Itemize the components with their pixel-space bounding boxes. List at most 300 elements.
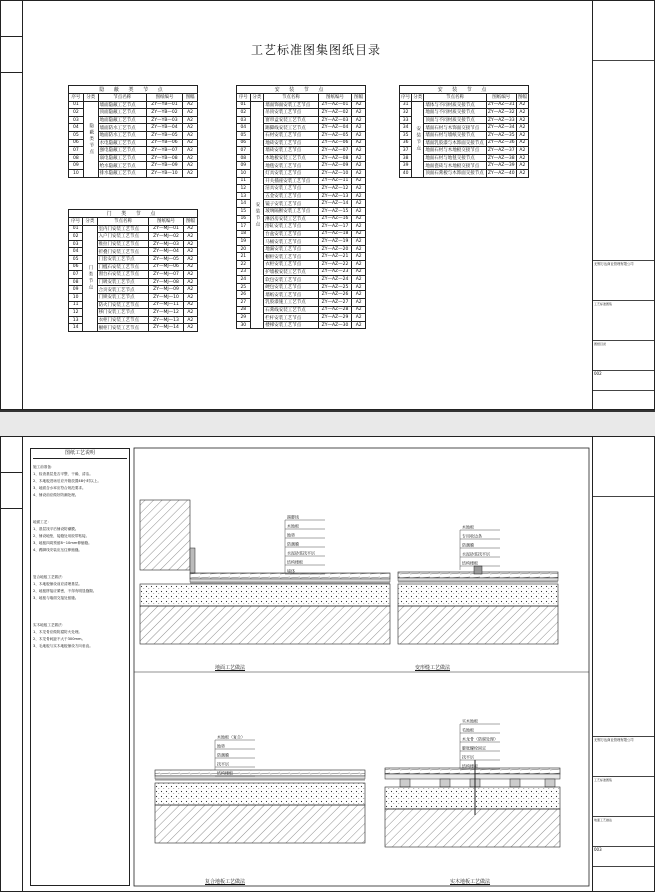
node-name: 浴缸安装工艺节点: [264, 223, 318, 231]
column-header: 图纸编号: [146, 94, 182, 102]
drawing-number: ZY—AZ—08: [318, 154, 352, 162]
sheet-name: 图纸目录: [593, 341, 654, 371]
drawing-number: ZY—YB—09: [146, 162, 182, 170]
column-header: 序号: [69, 218, 83, 226]
node-name: 衣柜安装工艺节点: [264, 261, 318, 269]
node-name: 防火门安装工艺节点: [97, 301, 149, 309]
column-header: 图幅: [183, 218, 197, 226]
node-name: 窗帘盒安装工艺节点: [264, 116, 318, 124]
row-number: 40: [400, 169, 412, 177]
row-number: 34: [400, 124, 412, 132]
node-name: 地毯安装工艺节点: [264, 162, 318, 170]
drawing-number: ZY—AZ—38: [487, 155, 515, 161]
drawing-number: ZY—MJ—12: [149, 309, 183, 317]
callout-label: 找平层: [217, 761, 229, 767]
drawing-number: ZY—MJ—05: [149, 255, 183, 263]
sheet-size: A2: [352, 276, 366, 284]
row-number: 14: [69, 324, 83, 332]
sheet-size: A2: [352, 109, 366, 117]
sheet-size: A2: [352, 200, 366, 208]
node-name: 地面防水工艺节点: [98, 131, 146, 139]
node-name: 吊顶安装工艺节点: [264, 109, 318, 117]
row-number: 32: [400, 109, 412, 117]
sheet-size: A2: [183, 131, 198, 139]
drawing-number: ZY—AZ—14: [318, 200, 352, 208]
sheet-size: A2: [352, 291, 366, 299]
column-header: 节点名称: [98, 94, 146, 102]
company-name: 无锡万达商业管理有限公司: [593, 261, 654, 301]
drawing-number: ZY—AZ—11: [318, 177, 352, 185]
drawing-number: ZY—YB—05: [146, 131, 182, 139]
row-number: 05: [237, 131, 251, 139]
detail-b-underlay: [398, 578, 558, 581]
node-name: 地面石材与地毯交接节点: [424, 154, 486, 162]
column-header: 图纸编号: [318, 94, 352, 102]
timber-joist: [510, 779, 520, 787]
drawing-number: ZY—AZ—01: [318, 101, 352, 109]
node-name: 石膏线安装工艺节点: [264, 306, 318, 314]
callout-label: 木地板: [287, 523, 299, 529]
callout-label: 防潮膜: [217, 752, 229, 758]
detail-a-underlay: [190, 579, 390, 582]
drawing-number: ZY—AZ—09: [318, 162, 352, 170]
row-number: 14: [237, 200, 251, 208]
drawing-number: ZY—MJ—09: [149, 286, 183, 294]
sheet-size: A2: [183, 324, 197, 332]
callout-label: 专用收边条: [462, 533, 482, 539]
sheet-size: A2: [183, 124, 198, 132]
company-name: 无锡万达商业管理有限公司: [593, 737, 654, 777]
node-name: 给水隐蔽工艺节点: [98, 162, 146, 170]
drawing-number: ZY—AZ—29: [318, 314, 352, 322]
node-name: 门吸安装工艺节点: [97, 278, 149, 286]
drawing-number: ZY—AZ—10: [318, 169, 352, 177]
callout-label: 结构楼板: [462, 560, 478, 566]
node-name: 折叠门安装工艺节点: [97, 248, 149, 256]
sheet-size: A2: [183, 116, 198, 124]
row-number: 02: [237, 109, 251, 117]
row-number: 08: [237, 154, 251, 162]
sheet-size: A2: [352, 283, 366, 291]
sheet-size: A2: [516, 131, 528, 139]
drawing-number: ZY—AZ—07: [318, 147, 352, 155]
drawing-number: ZY—AZ—32: [487, 109, 515, 115]
node-name: 楼梯安装工艺节点: [264, 321, 318, 329]
node-name: 墙纸安装工艺节点: [264, 291, 318, 299]
row-number: 09: [237, 162, 251, 170]
callout-label: 墙体: [287, 568, 295, 574]
row-number: 37: [400, 147, 412, 155]
note-line: 1、基层找平后铺设防潮膜。: [33, 527, 79, 531]
detail-a-slab: [140, 606, 390, 644]
row-number: 08: [69, 154, 84, 162]
sheet-size: A2: [183, 316, 197, 324]
row-number: 04: [69, 248, 83, 256]
sheet-size: A2: [183, 301, 197, 309]
drawing-number: ZY—MJ—07: [149, 271, 183, 279]
row-number: 05: [69, 131, 84, 139]
note-heading: 施工前准备：: [33, 465, 55, 469]
node-name: 衣柜门安装工艺节点: [97, 316, 149, 324]
sheet-size: A2: [352, 177, 366, 185]
sheet-size: A2: [516, 101, 528, 109]
row-number: 18: [237, 230, 251, 238]
drawing-number: ZY—AZ—05: [318, 131, 352, 139]
drawing-number: ZY—AZ—30: [318, 321, 352, 329]
note-line: 2、木地板进场后应开箱放置48小时以上。: [33, 479, 101, 483]
row-number: 36: [400, 139, 412, 147]
node-name: 顶面隐蔽工艺节点: [98, 109, 146, 117]
node-name: 软包安装工艺节点: [264, 276, 318, 284]
drawing-number: ZY—AZ—17: [318, 223, 352, 231]
node-name: 水电隐蔽工艺节点: [98, 139, 146, 147]
drawing-number: ZY—AZ—15: [318, 207, 352, 215]
drawing-number: ZY—AZ—04: [318, 124, 352, 132]
note-line: 2、铺设地垫，接缝处用胶带粘接。: [33, 534, 90, 538]
row-number: 11: [237, 177, 251, 185]
sheet-size: A2: [516, 169, 528, 177]
sheet-size: A2: [183, 286, 197, 294]
drawing-number: ZY—YB—01: [146, 101, 182, 109]
table-caption: 安 装 节 点: [236, 85, 366, 93]
sheet-size: A2: [352, 207, 366, 215]
column-header: 分类: [413, 95, 423, 101]
row-number: 33: [400, 116, 412, 124]
sheet-size: A2: [516, 116, 528, 124]
page-title: 工艺标准图集图纸目录: [251, 43, 382, 57]
column-header: 序号: [401, 95, 411, 101]
sheet-size: A2: [352, 223, 366, 231]
detail-c-screed: [155, 783, 365, 805]
sheet-size: A2: [183, 240, 197, 248]
drawing-number: ZY—YB—07: [146, 147, 182, 155]
drawing-number: ZY—AZ—16: [318, 215, 352, 223]
node-name: 墙面石材与木饰面交接节点: [424, 124, 486, 132]
node-name: 顶面石膏板与木饰面交接节点: [424, 169, 486, 177]
node-name: 玻璃隔断安装工艺节点: [264, 207, 318, 215]
table-caption: 门 类 节 点: [68, 209, 198, 217]
node-name: 地砖安装工艺节点: [264, 139, 318, 147]
node-name: 马桶安装工艺节点: [264, 238, 318, 246]
row-number: 28: [237, 306, 251, 314]
row-number: 31: [400, 101, 412, 109]
node-name: 镜子安装工艺节点: [264, 200, 318, 208]
sheet-size: A2: [183, 293, 197, 301]
project-name: 工艺标准图集: [593, 777, 654, 817]
note-heading: 地面工艺：: [33, 520, 51, 524]
detail-d-screed: [385, 787, 560, 809]
node-name: 推拉门安装工艺节点: [97, 240, 149, 248]
note-line: 4、铺设前应做好防潮处理。: [33, 493, 79, 497]
sheet-size: A2: [183, 233, 197, 241]
row-number: 13: [69, 316, 83, 324]
detail-b-slab: [398, 606, 558, 644]
node-name: 墙面乳胶漆与木饰面交接节点: [424, 139, 486, 147]
drawing-number: ZY—MJ—11: [149, 301, 183, 309]
sheet-size: A2: [352, 314, 366, 322]
callout-label: 水泥砂浆找平层: [287, 550, 315, 556]
drawing-number: ZY—MJ—13: [149, 316, 183, 324]
row-number: 23: [237, 268, 251, 276]
table-caption: 安 装 节 点: [399, 85, 529, 93]
sheet-size: A2: [183, 271, 197, 279]
row-number: 26: [237, 291, 251, 299]
row-number: 12: [69, 309, 83, 317]
sheet-size: A2: [352, 185, 366, 193]
drawing-number: ZY—MJ—06: [149, 263, 183, 271]
detail-d-slab: [385, 809, 560, 847]
callout-label: 找平层: [462, 754, 474, 760]
sheet-size: A2: [183, 255, 197, 263]
sheet-size: A2: [352, 124, 366, 132]
drawing-number: ZY—AZ—35: [487, 132, 515, 138]
note-line: 3、地板与墙面交接处留缝。: [33, 596, 79, 600]
drawing-number: ZY—AZ—34: [487, 125, 515, 131]
sheet-size: A2: [516, 154, 528, 162]
drawing-number: ZY—YB—10: [146, 169, 182, 177]
callout-label: 结构楼板: [217, 770, 233, 776]
sheet-size: A2: [352, 245, 366, 253]
node-name: 橱柜门安装工艺节点: [97, 324, 149, 332]
node-name: 石材安装工艺节点: [264, 131, 318, 139]
row-number: 30: [237, 321, 251, 329]
row-number: 10: [237, 169, 251, 177]
callout-label: 结构楼板: [287, 559, 303, 565]
detail-a-screed: [140, 584, 390, 606]
node-name: 墙砖安装工艺节点: [264, 147, 318, 155]
sheet-size: A2: [352, 116, 366, 124]
drawing-number: ZY—MJ—14: [149, 324, 183, 332]
row-number: 08: [69, 278, 83, 286]
row-number: 11: [69, 301, 83, 309]
column-header: 分类: [250, 94, 264, 102]
row-number: 22: [237, 261, 251, 269]
detail-label-expansion: 变形缝工艺做法: [415, 665, 451, 671]
drawing-number: ZY—AZ—40: [487, 170, 515, 176]
node-name: 地面与不同材质交接节点: [424, 109, 486, 117]
sheet-size: A2: [352, 169, 366, 177]
row-number: 25: [237, 283, 251, 291]
column-header: 序号: [237, 94, 251, 102]
sheet-size: A2: [516, 109, 528, 117]
sheet-size: A2: [352, 147, 366, 155]
drawing-number: ZY—AZ—39: [487, 163, 515, 169]
node-name: 门锁安装工艺节点: [97, 293, 149, 301]
callout-label: 水泥砂浆找平层: [462, 551, 490, 557]
sheet-size: A2: [183, 139, 198, 147]
note-line: 1、木龙骨应做防腐防火处理。: [33, 630, 83, 634]
drawing-number: ZY—AZ—26: [318, 291, 352, 299]
node-name: 乳胶漆施工工艺节点: [264, 299, 318, 307]
timber-joist: [545, 779, 555, 787]
sheet-size: A2: [183, 147, 198, 155]
node-name: 移门安装工艺节点: [97, 309, 149, 317]
sheet-size: A2: [352, 101, 366, 109]
row-number: 03: [69, 116, 84, 124]
row-number: 05: [69, 255, 83, 263]
node-name: 墙体与不同材质交接节点: [424, 101, 486, 109]
sheet-size: A2: [352, 261, 366, 269]
drawing-number: ZY—MJ—03: [149, 240, 183, 248]
column-header: 图幅: [517, 95, 527, 101]
sheet-size: A2: [516, 139, 528, 147]
sheet-size: A2: [352, 306, 366, 314]
row-number: 07: [69, 147, 84, 155]
row-number: 19: [237, 238, 251, 246]
row-number: 13: [237, 192, 251, 200]
detail-label-floor: 地面工艺做法: [215, 665, 246, 671]
node-name: 护墙板安装工艺节点: [264, 268, 318, 276]
subfloor: [385, 774, 560, 779]
sheet-size: A2: [183, 263, 197, 271]
node-name: 门槛石安装工艺节点: [97, 263, 149, 271]
project-name: 工艺标准图集: [593, 301, 654, 341]
drawing-number: ZY—AZ—19: [318, 238, 352, 246]
sheet-size: A2: [183, 162, 198, 170]
note-line: 2、地板拼接应紧密，不得有明显缝隙。: [33, 589, 97, 593]
node-name: 墙面隐蔽工艺节点: [98, 101, 146, 109]
sheet-name: 地面工艺做法: [593, 817, 654, 847]
drawing-number: ZY—YB—06: [146, 139, 182, 147]
row-number: 01: [69, 101, 84, 109]
node-name: 弱电隐蔽工艺节点: [98, 154, 146, 162]
callout-label: 木地板（复合）: [217, 734, 245, 740]
row-number: 10: [69, 169, 84, 177]
node-name: 门套安装工艺节点: [97, 255, 149, 263]
sheet-size: A2: [352, 238, 366, 246]
skirting-board: [190, 548, 195, 573]
column-header: 节点名称: [424, 94, 486, 102]
drawing-number: ZY—AZ—22: [318, 261, 352, 269]
notes-title: 图纸工艺说明: [33, 451, 127, 459]
drawing-number: ZY—AZ—03: [318, 116, 352, 124]
row-number: 38: [400, 154, 412, 162]
callout-label: 结构楼板: [462, 763, 478, 769]
sheet-size: A2: [516, 147, 528, 155]
drawing-number: ZY—AZ—06: [318, 139, 352, 147]
row-number: 01: [237, 101, 251, 109]
node-name: 栏杆安装工艺节点: [264, 314, 318, 322]
column-header: 图纸编号: [149, 218, 183, 226]
drawing-number: ZY—YB—02: [146, 109, 182, 117]
node-name: 窗台石安装工艺节点: [97, 271, 149, 279]
category-cell: 安装节点: [412, 101, 424, 177]
row-number: 20: [237, 245, 251, 253]
node-name: 木地板安装工艺节点: [264, 154, 318, 162]
note-line: 4、踢脚线安装应压住伸缩缝。: [33, 548, 83, 552]
drawing-number: ZY—MJ—02: [149, 233, 183, 241]
row-number: 29: [237, 314, 251, 322]
detail-c-underlay: [155, 776, 365, 779]
drawing-number: ZY—AZ—12: [318, 185, 352, 193]
row-number: 16: [237, 215, 251, 223]
node-name: 墙面石材与墙纸交接节点: [424, 131, 486, 139]
detail-label-solidwood: 实木地板工艺做法: [450, 879, 491, 885]
sheet-size: A2: [183, 309, 197, 317]
drawing-number: ZY—AZ—36: [487, 140, 515, 146]
row-number: 10: [69, 293, 83, 301]
drawing-number: ZY—AZ—31: [487, 102, 515, 108]
column-header: 图幅: [183, 94, 198, 102]
node-name: 地漏安装工艺节点: [264, 245, 318, 253]
column-header: 图幅: [352, 94, 366, 102]
node-name: 入户门安装工艺节点: [97, 233, 149, 241]
row-number: 27: [237, 299, 251, 307]
drawing-number: ZY—AZ—27: [318, 299, 352, 307]
timber-joist: [440, 779, 450, 787]
drawing-number: ZY—AZ—02: [318, 109, 352, 117]
note-line: 1、木地板铺设前应清理基层。: [33, 582, 83, 586]
callout-label: 木龙骨（防腐处理）: [462, 736, 498, 742]
column-header: 序号: [69, 94, 84, 102]
row-number: 04: [237, 124, 251, 132]
drawing-number: ZY—YB—08: [146, 154, 182, 162]
sheet-size: A2: [516, 124, 528, 132]
drawing-number: ZY—AZ—23: [318, 268, 352, 276]
row-number: 35: [400, 131, 412, 139]
category-cell: 隐蔽类节点: [83, 101, 98, 177]
callout-label: 地垫: [287, 532, 295, 538]
drawing-number: ZY—MJ—04: [149, 248, 183, 256]
note-line: 3、地面含水率应符合规范要求。: [33, 486, 86, 490]
node-name: 室内门安装工艺节点: [97, 225, 149, 233]
detail-c-slab: [155, 805, 365, 843]
row-number: 06: [69, 139, 84, 147]
drawing-number: ZY—AZ—37: [487, 147, 515, 153]
sheet-size: A2: [352, 321, 366, 329]
row-number: 17: [237, 223, 251, 231]
node-name: 地面隐蔽工艺节点: [98, 116, 146, 124]
drawing-number: ZY—MJ—08: [149, 278, 183, 286]
drawing-number: ZY—AZ—28: [318, 306, 352, 314]
sheet-size: A2: [183, 154, 198, 162]
sheet-size: A2: [352, 139, 366, 147]
sheet-size: A2: [352, 253, 366, 261]
page-number: 003: [593, 847, 654, 867]
drawing-number: ZY—YB—03: [146, 116, 182, 124]
sheet-size: A2: [183, 278, 197, 286]
row-number: 15: [237, 207, 251, 215]
node-name: 合页安装工艺节点: [97, 286, 149, 294]
node-name: 强电隐蔽工艺节点: [98, 147, 146, 155]
transition-strip: [474, 566, 482, 574]
node-name: 排水隐蔽工艺节点: [98, 169, 146, 177]
note-heading: 实木地板工艺做法：: [33, 623, 66, 627]
row-number: 03: [69, 240, 83, 248]
callout-label: 地垫: [217, 743, 225, 749]
sheet-size: A2: [516, 162, 528, 170]
row-number: 24: [237, 276, 251, 284]
drawing-number: ZY—AZ—13: [318, 192, 352, 200]
sheet-size: A2: [352, 154, 366, 162]
drawing-number: ZY—AZ—33: [487, 117, 515, 123]
sheet-size: A2: [352, 299, 366, 307]
node-name: 硬包安装工艺节点: [264, 283, 318, 291]
sheet-size: A2: [183, 101, 198, 109]
drawing-number: ZY—AZ—24: [318, 276, 352, 284]
note-line: 3、地板四周预留8~10mm伸缩缝。: [33, 541, 92, 545]
sheet-size: A2: [183, 109, 198, 117]
callout-label: 膨胀螺栓固定: [462, 745, 486, 751]
row-number: 04: [69, 124, 84, 132]
drawing-number: ZY—YB—04: [146, 124, 182, 132]
category-cell: 门类节点: [83, 225, 97, 331]
drawing-number: ZY—MJ—10: [149, 293, 183, 301]
drawing-number: ZY—MJ—01: [149, 225, 183, 233]
sheet-size: A2: [183, 169, 198, 177]
callout-label: 木地板: [462, 524, 474, 530]
row-number: 09: [69, 162, 84, 170]
